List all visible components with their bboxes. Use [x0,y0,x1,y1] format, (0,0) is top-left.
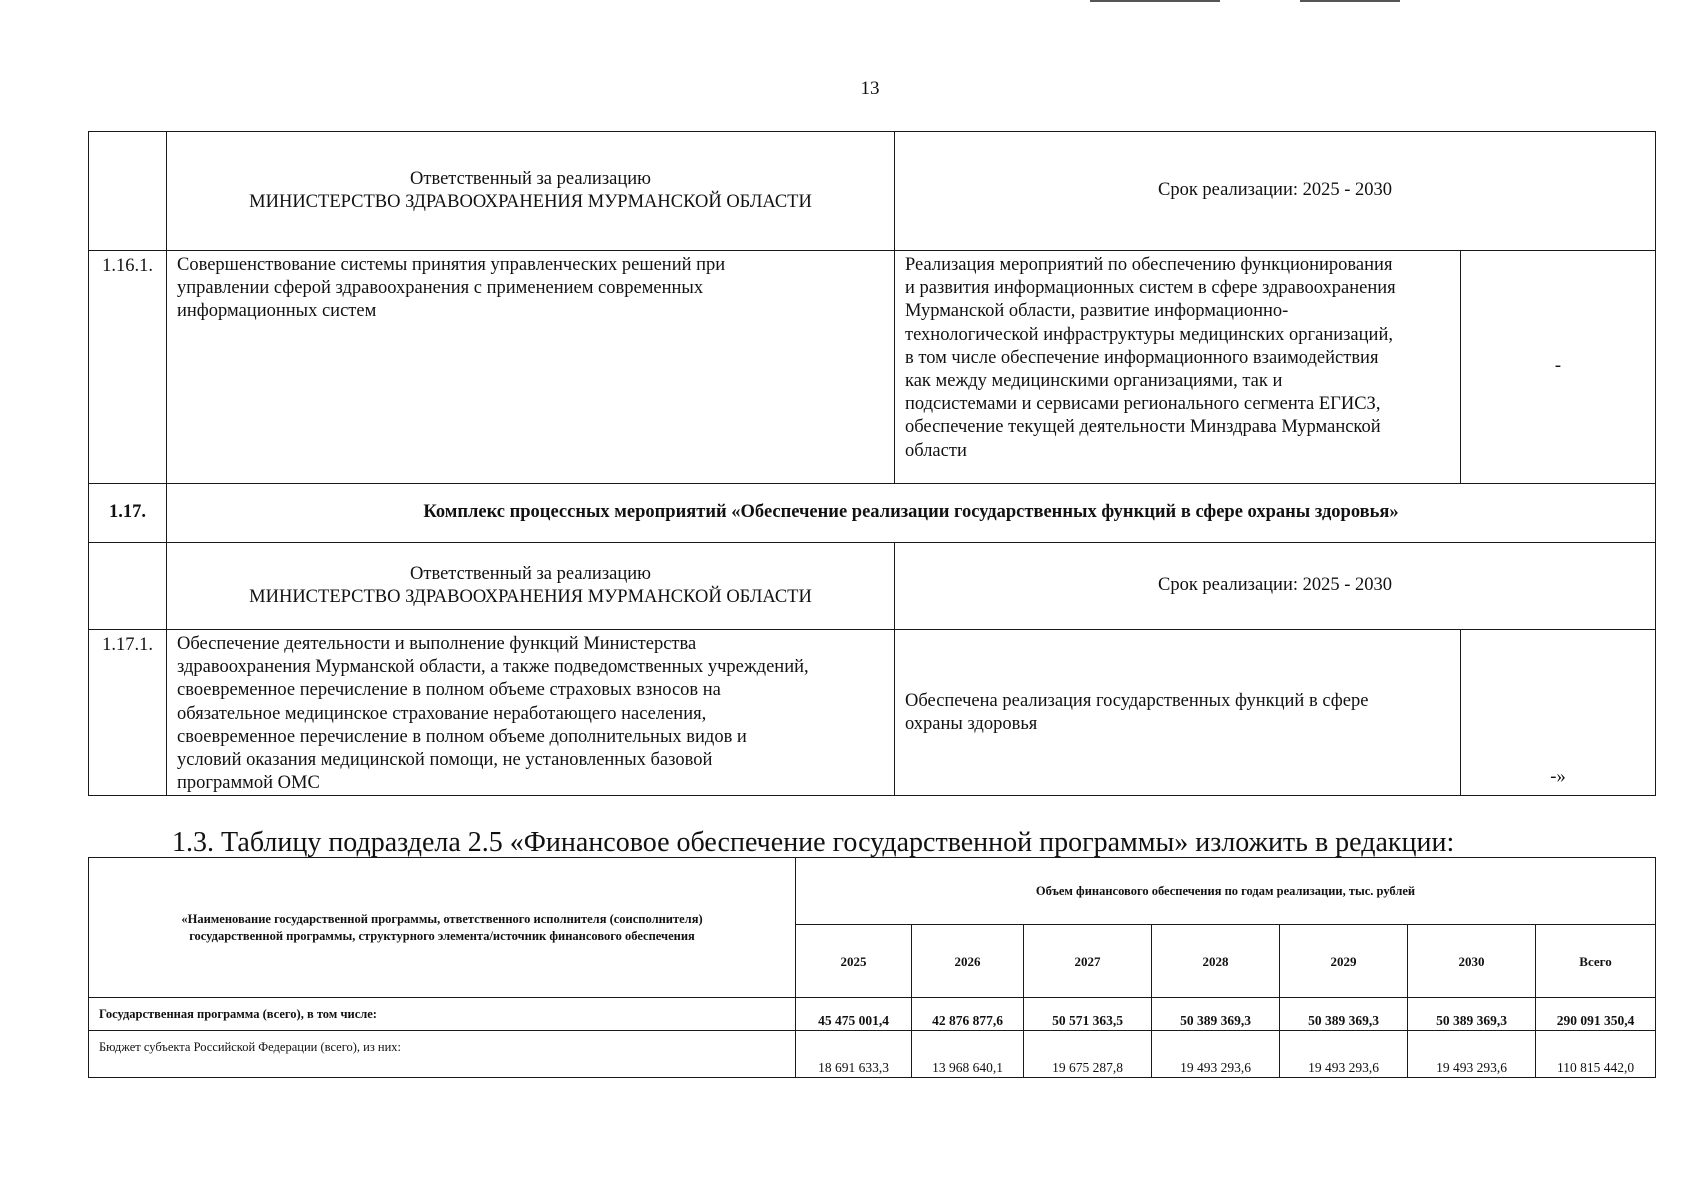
measure-number: 1.16.1. [89,251,167,484]
financing-total: 290 091 350,4 [1536,998,1656,1031]
measure-number: 1.17.1. [89,630,167,796]
responsible-row [89,132,1656,251]
number-cell-empty [89,543,167,630]
result-line: подсистемами и сервисами регионального сегмента ЕГИСЗ, [905,394,1381,415]
task-line: Совершенствование системы принятия управленческих решений при [177,255,726,275]
financing-table [88,857,1656,1078]
name-header-line: государственной программы, структурного элемента/источник финансового обеспечения [189,928,695,943]
total-header: Всего [1536,925,1656,998]
scan-top-marks [1090,0,1400,3]
financing-row [89,1031,1656,1078]
result-line: и развития информационных систем в сфере здравоохранения [905,278,1396,299]
financing-value: 45 475 001,4 [796,998,912,1031]
result-line: Обеспечена реализация государственных функций в сфере [905,690,1369,711]
financing-row-label: Государственная программа (всего), в том числе: [89,998,796,1031]
result-line: в том числе обеспечение информационного взаимодействия [905,347,1379,368]
name-column-header [89,858,796,998]
measure-row [89,251,1656,484]
year-header: 2025 [796,925,912,998]
financing-value: 50 389 369,3 [1152,998,1280,1031]
volume-header: Объем финансового обеспечения по годам реализации, тыс. рублей [796,858,1656,925]
measure-task [167,630,895,796]
name-header-line: «Наименование государственной программы, ответственного исполнителя (соисполнителя) [181,911,703,926]
term-cell: Срок реализации: 2025 - 2030 [895,543,1656,630]
responsible-label: Ответственный за реализацию [410,168,651,189]
financing-value: 19 493 293,6 [1408,1031,1536,1078]
complex-row [89,484,1656,543]
result-line: как между медицинскими организациями, так и [905,371,1283,392]
task-line: своевременное перечисление в полном объеме страховых взносов на [177,680,721,701]
result-line: охраны здоровья [905,713,1038,734]
financing-value: 18 691 633,3 [796,1031,912,1078]
number-cell-empty [89,132,167,251]
responsible-cell [167,543,895,630]
financing-value: 19 493 293,6 [1280,1031,1408,1078]
result-line: обеспечение текущей деятельности Минздрава Мурманской [905,417,1381,438]
task-line: обязательное медицинское страхование неработающего населения, [177,703,707,724]
responsible-label: Ответственный за реализацию [410,563,651,584]
responsible-ministry: МИНИСТЕРСТВО ЗДРАВООХРАНЕНИЯ МУРМАНСКОЙ ОБЛАСТИ [249,192,812,212]
task-line: здравоохранения Мурманской области, а также подведомственных учреждений, [177,657,809,678]
measures-table [88,131,1656,796]
result-line: Реализация мероприятий по обеспечению функционирования [905,255,1393,275]
financing-value: 50 389 369,3 [1408,998,1536,1031]
measure-result [895,251,1461,484]
year-header: 2028 [1152,925,1280,998]
responsible-cell [167,132,895,251]
task-line: Обеспечение деятельности и выполнение функций Министерства [177,634,697,654]
term-cell: Срок реализации: 2025 - 2030 [895,132,1656,251]
page-number: 13 [860,78,880,99]
financing-value: 19 675 287,8 [1024,1031,1152,1078]
financing-value: 50 571 363,5 [1024,998,1152,1031]
financing-row [89,998,1656,1031]
section-heading: 1.3. Таблицу подраздела 2.5 «Финансовое обеспечение государственной программы» изложить в редакции: [172,827,1455,858]
financing-row-label: Бюджет субъекта Российской Федерации (всего), из них: [89,1031,796,1078]
financing-value: 50 389 369,3 [1280,998,1408,1031]
measure-extra: -» [1461,630,1656,796]
task-line: условий оказания медицинской помощи, не установленных базовой [177,750,713,771]
task-line: своевременное перечисление в полном объеме дополнительных видов и [177,726,747,747]
measure-task [167,251,895,484]
financing-value: 42 876 877,6 [912,998,1024,1031]
complex-number: 1.17. [89,484,167,543]
task-line: управлении сферой здравоохранения с применением современных [177,278,704,299]
result-line: технологической инфраструктуры медицинских организаций, [905,324,1393,345]
responsible-ministry: МИНИСТЕРСТВО ЗДРАВООХРАНЕНИЯ МУРМАНСКОЙ ОБЛАСТИ [249,587,812,607]
year-header: 2026 [912,925,1024,998]
year-header: 2027 [1024,925,1152,998]
year-header: 2030 [1408,925,1536,998]
financing-total: 110 815 442,0 [1536,1031,1656,1078]
complex-title: Комплекс процессных мероприятий «Обеспечение реализации государственных функций в сфере охраны здоровья» [167,484,1656,543]
result-line: области [905,440,967,461]
year-header: 2029 [1280,925,1408,998]
result-line: Мурманской области, развитие информационно- [905,301,1289,322]
measure-extra: - [1461,251,1656,484]
financing-header-row [89,858,1656,925]
responsible-row [89,543,1656,630]
measure-result [895,630,1461,796]
financing-value: 19 493 293,6 [1152,1031,1280,1078]
task-line: программой ОМС [177,773,320,794]
financing-value: 13 968 640,1 [912,1031,1024,1078]
task-line: информационных систем [177,301,377,322]
measure-row [89,630,1656,796]
